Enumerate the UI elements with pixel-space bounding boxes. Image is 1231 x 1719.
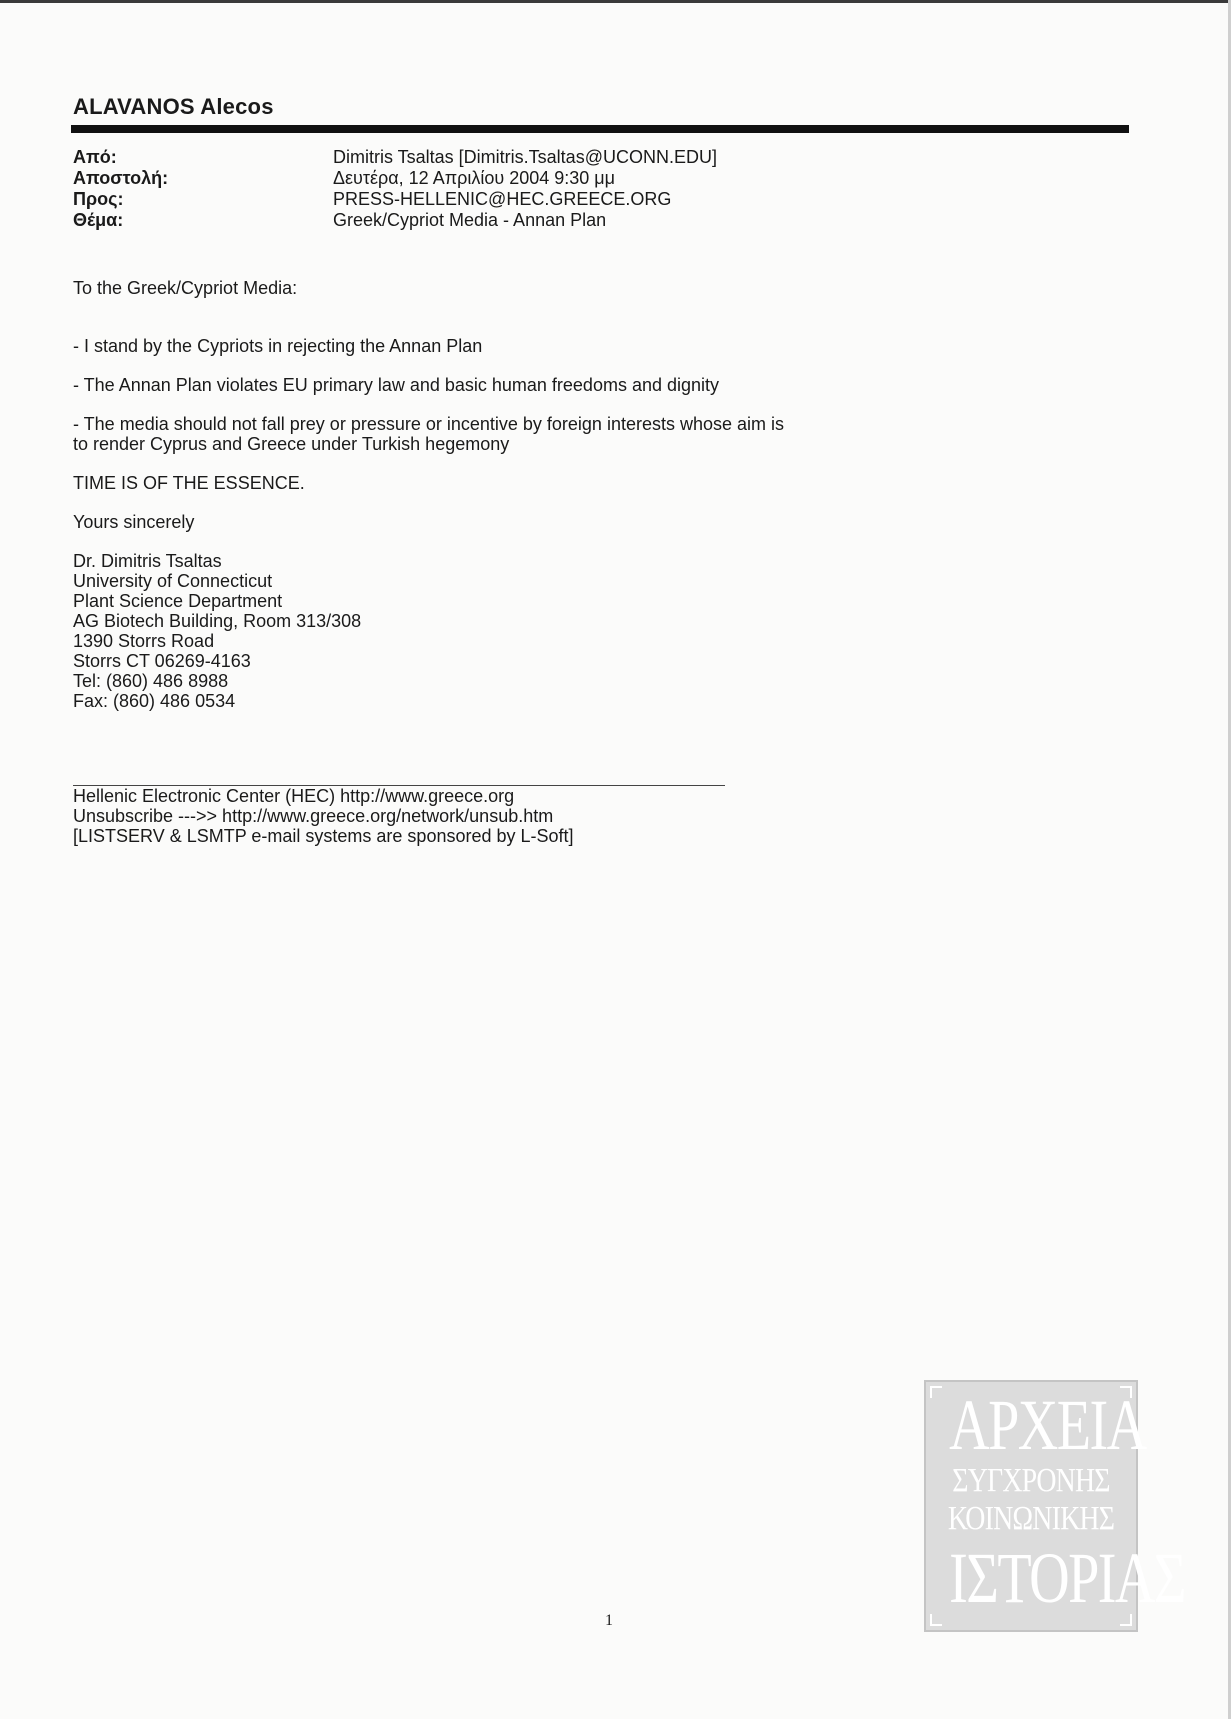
- archive-stamp-logo: [924, 1380, 1186, 1632]
- point-rejecting-plan: - I stand by the Cypriots in rejecting the Annan Plan: [73, 336, 483, 356]
- footer-unsubscribe-line: Unsubscribe --->> http://www.greece.org/network/unsub.htm: [73, 806, 554, 826]
- footer-hec-line: Hellenic Electronic Center (HEC) http://www.greece.org: [73, 786, 515, 806]
- header-rule: [71, 125, 1129, 133]
- signature-university: University of Connecticut: [73, 571, 273, 591]
- signature-name: Dr. Dimitris Tsaltas: [73, 551, 222, 571]
- email-meta: [73, 147, 973, 231]
- signature-city: Storrs CT 06269-4163: [73, 651, 251, 671]
- page-number: 1: [605, 1612, 613, 1629]
- meta-row-from: [73, 147, 973, 168]
- meta-label-subject: Θέμα:: [73, 210, 124, 230]
- signature-department: Plant Science Department: [73, 591, 283, 611]
- meta-row-to: [73, 189, 973, 210]
- footer-listserv-line: [LISTSERV & LSMTP e-mail systems are sponsored by L-Soft]: [73, 826, 574, 846]
- meta-value-sent: Δευτέρα, 12 Απριλίου 2004 9:30 μμ: [333, 168, 616, 188]
- signature-building: AG Biotech Building, Room 313/308: [73, 611, 362, 631]
- signature-fax: Fax: (860) 486 0534: [73, 691, 236, 711]
- meta-label-to: Προς:: [73, 189, 124, 209]
- email-body: [73, 278, 873, 711]
- meta-value-subject: Greek/Cypriot Media - Annan Plan: [333, 210, 607, 230]
- meta-value-to: PRESS-HELLENIC@HEC.GREECE.ORG: [333, 189, 672, 209]
- sender-mailbox-name: ALAVANOS Alecos: [73, 94, 274, 119]
- stamp-line-1: ΑΡΧΕΙΑ: [949, 1385, 1146, 1465]
- urgency-line: TIME IS OF THE ESSENCE.: [73, 473, 305, 493]
- stamp-bracket-icon: [930, 1614, 942, 1626]
- stamp-line-3: ΚΟΙΝΩΝΙΚΗΣ: [947, 1500, 1115, 1537]
- meta-label-sent: Αποστολή:: [73, 168, 169, 188]
- signature-tel: Tel: (860) 486 8988: [73, 671, 229, 691]
- point-violates-law: - The Annan Plan violates EU primary law and basic human freedoms and dignity: [73, 375, 720, 395]
- closing-line: Yours sincerely: [73, 512, 195, 532]
- stamp-bracket-icon: [930, 1386, 942, 1398]
- list-footer: [73, 786, 773, 846]
- page-edge-top: [0, 0, 1231, 3]
- signature-block: [73, 551, 873, 711]
- stamp-line-2: ΣΥΓΧΡΟΝΗΣ: [952, 1462, 1110, 1499]
- meta-row-subject: [73, 210, 973, 231]
- point-media-pressure: - The media should not fall prey or pressure or incentive by foreign interests whose aim is to render Cyprus and Greece under Turkish hegemony: [73, 414, 785, 454]
- meta-label-from: Από:: [73, 147, 117, 167]
- meta-row-sent: [73, 168, 973, 189]
- stamp-line-4: ΙΣΤΟΡΙΑΣ: [949, 1538, 1186, 1618]
- signature-street: 1390 Storrs Road: [73, 631, 215, 651]
- greeting: To the Greek/Cypriot Media:: [73, 278, 298, 298]
- meta-value-from: Dimitris Tsaltas [Dimitris.Tsaltas@UCONN.EDU]: [333, 147, 717, 167]
